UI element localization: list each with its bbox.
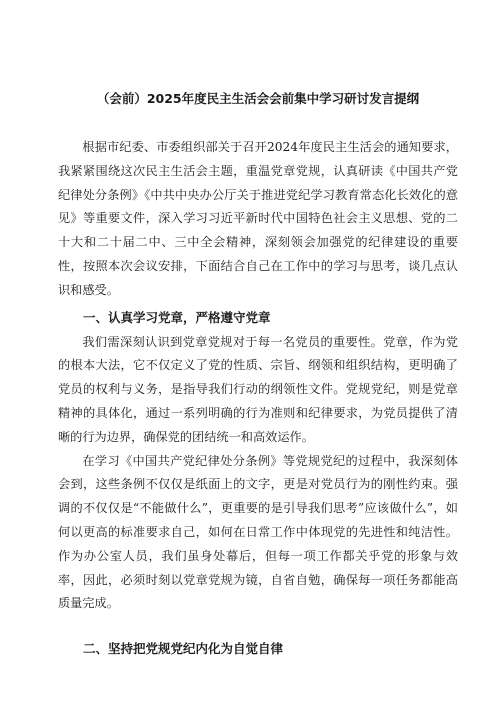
- section-1-paragraph-1: 我们需深刻认识到党章党规对于每一名党员的重要性。党章，作为党的根本大法，它不仅定义了党的性质、宗旨、纲领和组织结构，更明确了党员的权利与义务，是指导我们行动的纲领性文件。党规党纪，则是党章精神的具体化，通过一系列明确的行为准则和纪律要求，为党员提供了清晰的行为边界，确保党的团结统一和高效运作。: [58, 334, 458, 444]
- intro-paragraph: 根据市纪委、市委组织部关于召开2024年度民主生活会的通知要求，我紧紧围绕这次民主生活会主题，重温党章党规，认真研读《中国共产党纪律处分条例》《中共中央办公厅关于推进党纪学习教育常态化长效化的意见》等重要文件，深入学习习近平新时代中国特色社会主义思想、党的二十大和二十届二中、三中全会精神，深刻领会加强党的纪律建设的重要性，按照本次会议安排，下面结合自己在工作中的学习与思考，谈几点认识和感受。: [58, 140, 458, 297]
- section-spacer: [58, 616, 458, 634]
- document-title: （会前）2025年度民主生活会会前集中学习研讨发言提纲: [96, 91, 420, 106]
- section-1-paragraph-2: 在学习《中国共产党纪律处分条例》等党规党纪的过程中，我深刻体会到，这些条例不仅仅是纸面上的文字，更是对党员行为的刚性约束。强调的不仅仅是“不能做什么”，更重要的是引导我们思考”应该做什么”，如何以更高的标准要求自己，如何在日常工作中体现党的先进性和纯洁性。作为办公室人员，我们虽身处幕后，但每一项工作都关乎党的形象与效率，因此，必须时刻以党章党规为镜，自省自勉，确保每一项任务都能高质量完成。: [58, 453, 458, 611]
- section-heading-2: 二、坚持把党规党纪内化为自觉自律: [83, 641, 284, 657]
- document-page: [58, 90, 458, 662]
- section-heading-1: 一、认真学习党章，严格遵守党章: [83, 309, 271, 325]
